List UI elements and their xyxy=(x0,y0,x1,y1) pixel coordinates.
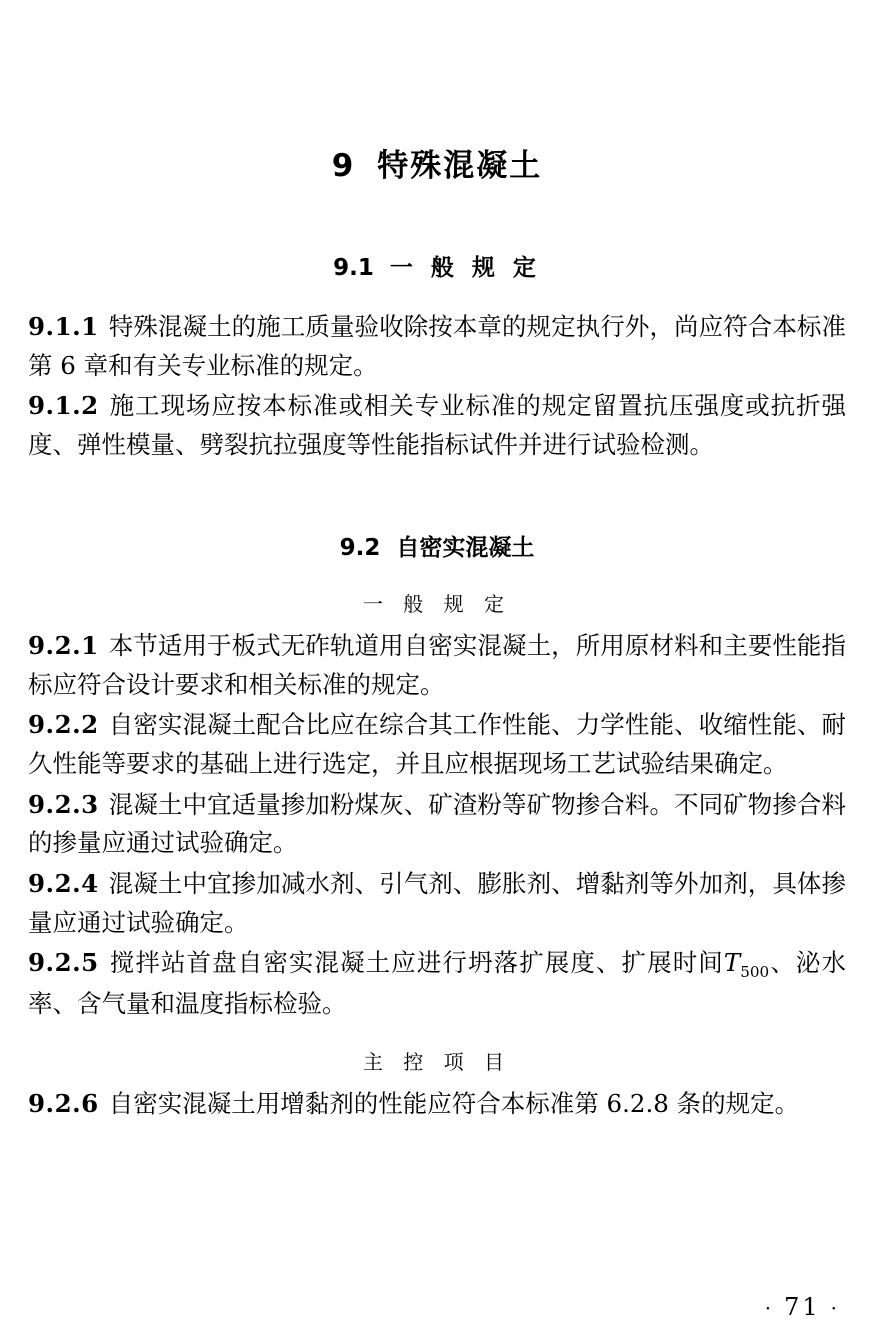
chapter-number: 9 xyxy=(331,148,356,184)
clause-text: 混凝土中宜适量掺加粉煤灰、矿渣粉等矿物掺合料。不同矿物掺合料的掺量应通过试验确定。 xyxy=(28,789,846,858)
clause-number: 9.2.6 xyxy=(28,1089,99,1119)
footer-dot-left: · xyxy=(764,1296,775,1320)
section-title-9-1 xyxy=(28,249,846,282)
subhead-general-rules: 一 般 规 定 xyxy=(362,591,512,616)
section-number: 9.1 xyxy=(333,255,374,281)
chapter-title-text: 特殊混凝土 xyxy=(377,148,543,184)
page-number: 71 xyxy=(784,1293,821,1321)
clause-number: 9.2.3 xyxy=(28,789,99,819)
subhead-main-control-items: 主 控 项 目 xyxy=(362,1050,512,1075)
section-title-text: 一 般 规 定 xyxy=(389,255,541,281)
clause-text: 混凝土中宜掺加减水剂、引气剂、膨胀剂、增黏剂等外加剂，具体掺量应通过试验确定。 xyxy=(28,869,846,937)
clause-number: 9.1.1 xyxy=(28,312,99,341)
clause-text-before: 搅拌站首盘自密实混凝土应进行坍落扩展度、扩展时间 xyxy=(108,948,724,978)
clause-9-2-5 xyxy=(28,944,846,1024)
section-title-text: 自密实混凝土 xyxy=(396,534,535,561)
clause-number: 9.2.2 xyxy=(28,710,99,740)
clause-9-1-1 xyxy=(28,308,846,385)
clause-number: 9.2.4 xyxy=(28,869,99,899)
clause-text: 本节适用于板式无砟轨道用自密实混凝土，所用原材料和主要性能指标应符合设计要求和相关标准的规定。 xyxy=(28,630,846,699)
page-footer xyxy=(765,1293,840,1321)
section-title-9-2 xyxy=(28,529,846,562)
clause-text: 自密实混凝土用增黏剂的性能应符合本标准第 6.2.8 条的规定。 xyxy=(108,1089,800,1119)
clause-number: 9.2.5 xyxy=(28,948,99,978)
clause-text-after: 、泌水率、含气量和温度指标检验。 xyxy=(28,948,846,1019)
footer-dot-right: · xyxy=(830,1296,840,1320)
section-number: 9.2 xyxy=(339,534,381,561)
clause-symbol-subscript: 500 xyxy=(740,963,770,982)
clause-9-2-6 xyxy=(28,1085,846,1124)
clause-text: 特殊混凝土的施工质量验收除按本章的规定执行外，尚应符合本标准第 6 章和有关专业标准的规定。 xyxy=(28,312,846,380)
clause-text: 施工现场应按本标准或相关专业标准的规定留置抗压强度或抗折强度、弹性模量、劈裂抗拉强度等性能指标试件并进行试验检测。 xyxy=(28,391,846,460)
clause-9-2-2 xyxy=(28,706,846,783)
clause-number: 9.2.1 xyxy=(28,630,99,660)
clause-9-2-3 xyxy=(28,786,846,863)
clause-symbol: T xyxy=(723,948,741,978)
chapter-title xyxy=(28,140,846,185)
clause-9-1-2 xyxy=(28,387,846,464)
clause-text: 自密实混凝土配合比应在综合其工作性能、力学性能、收缩性能、耐久性能等要求的基础上进行选定，并且应根据现场工艺试验结果确定。 xyxy=(28,710,846,778)
clause-9-2-4 xyxy=(28,865,846,942)
clause-9-2-1 xyxy=(28,627,846,704)
clause-number: 9.1.2 xyxy=(28,391,99,421)
